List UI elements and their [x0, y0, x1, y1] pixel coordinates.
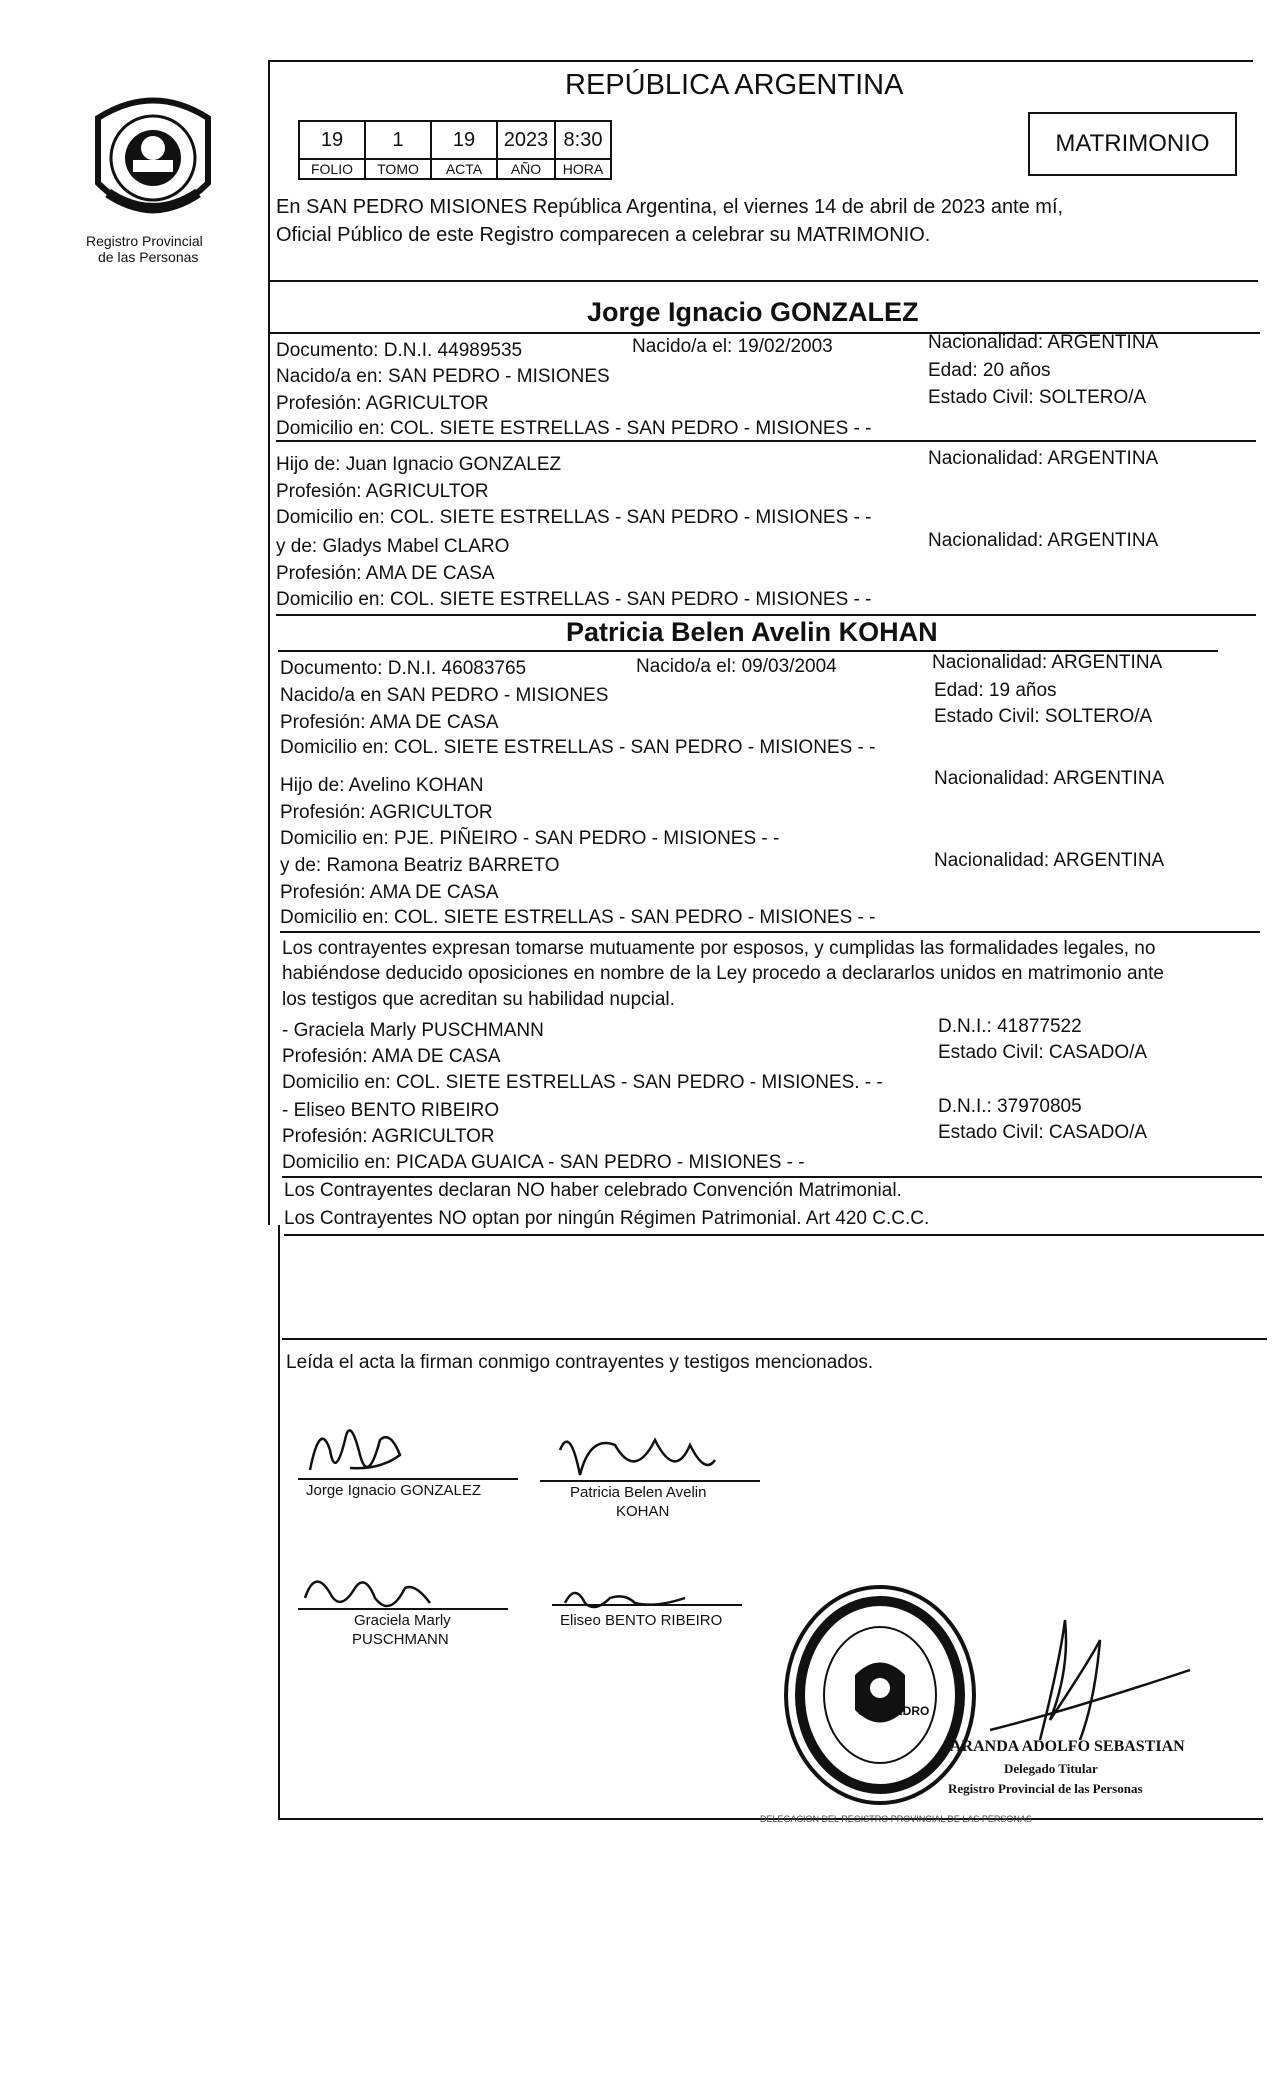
spouse2-domicilio: Domicilio en: COL. SIETE ESTRELLAS - SAN PEDRO - MISIONES - - — [280, 737, 876, 758]
folio-value: 19 — [298, 120, 366, 160]
signature-line-spouse1 — [298, 1478, 518, 1480]
spouse1-edad: Edad: 20 años — [928, 360, 1051, 381]
spouse1-estado-civil: Estado Civil: SOLTERO/A — [928, 387, 1147, 408]
spouse2-father-nacionalidad: Nacionalidad: ARGENTINA — [934, 768, 1165, 789]
spouse1-father-domicilio: Domicilio en: COL. SIETE ESTRELLAS - SAN PEDRO - MISIONES - - — [276, 507, 872, 528]
spouse1-father-profesion: Profesión: AGRICULTOR — [276, 481, 489, 502]
hora-label: HORA — [556, 160, 612, 180]
frame-left-border — [268, 60, 270, 1225]
witness2-domicilio: Domicilio en: PICADA GUAICA - SAN PEDRO - MISIONES - - — [282, 1152, 805, 1173]
frame-top-border — [268, 60, 1253, 62]
spouse1-documento: Documento: D.N.I. 44989535 — [276, 340, 523, 361]
convencion-note: Los Contrayentes declaran NO haber celebrado Convención Matrimonial. — [284, 1180, 902, 1201]
spouse1-father-nacionalidad: Nacionalidad: ARGENTINA — [928, 448, 1159, 469]
official-office: Registro Provincial de las Personas — [948, 1781, 1143, 1796]
declaration-line-1: Los contrayentes expresan tomarse mutuamente por esposos, y cumplidas las formalidades legales, no — [282, 938, 1156, 959]
doc-type-box — [1028, 112, 1237, 176]
signature-name-spouse1: Jorge Ignacio GONZALEZ — [306, 1482, 482, 1499]
spouse1-nacido-el: Nacido/a el: 19/02/2003 — [632, 336, 833, 357]
spouse2-father-profesion: Profesión: AGRICULTOR — [280, 802, 493, 823]
regimen-note: Los Contrayentes NO optan por ningún Régimen Patrimonial. Art 420 C.C.C. — [284, 1208, 930, 1229]
spouse1-name: Jorge Ignacio GONZALEZ — [587, 297, 919, 327]
acta-value: 19 — [432, 120, 498, 160]
spouse2-mother: y de: Ramona Beatriz BARRETO — [280, 855, 560, 876]
spouse2-mother-domicilio: Domicilio en: COL. SIETE ESTRELLAS - SAN PEDRO - MISIONES - - — [280, 907, 876, 928]
tomo-value: 1 — [366, 120, 432, 160]
hora-value: 8:30 — [556, 120, 612, 160]
signature-name-witness1-line2: PUSCHMANN — [352, 1631, 449, 1648]
signature-line-witness1 — [298, 1608, 508, 1610]
closing-statement: Leída el acta la firman conmigo contrayentes y testigos mencionados. — [286, 1352, 874, 1373]
witness2-dni: D.N.I.: 37970805 — [938, 1096, 1082, 1117]
witness1-estado-civil: Estado Civil: CASADO/A — [938, 1042, 1148, 1063]
spouse1-nacionalidad: Nacionalidad: ARGENTINA — [928, 332, 1159, 353]
spouse2-name: Patricia Belen Avelin KOHAN — [566, 617, 938, 647]
witness1-name: - Graciela Marly PUSCHMANN — [282, 1020, 544, 1041]
signature-line-witness2 — [552, 1604, 742, 1606]
spouse1-profesion: Profesión: AGRICULTOR — [276, 393, 489, 414]
spouse1-father: Hijo de: Juan Ignacio GONZALEZ — [276, 454, 562, 475]
spouse1-mother-domicilio: Domicilio en: COL. SIETE ESTRELLAS - SAN PEDRO - MISIONES - - — [276, 589, 872, 610]
seal-text: DELEGACION DEL REGISTRO PROVINCIAL DE LAS PERSONAS — [760, 1814, 1032, 1824]
logo-caption-2: de las Personas — [98, 249, 199, 265]
province-emblem-icon — [88, 88, 218, 228]
declaration-line-2: habiéndose deducido oposiciones en nombre de la Ley procedo a declararlos unidos en matrimonio ante — [282, 963, 1164, 984]
anio-value: 2023 — [498, 120, 556, 160]
folio-label: FOLIO — [298, 160, 366, 180]
frame-left-border-lower — [278, 1225, 280, 1818]
spouse2-nacido-el: Nacido/a el: 09/03/2004 — [636, 656, 837, 677]
spouse1-data-rule — [276, 440, 1256, 442]
spouse2-section-end — [280, 931, 1260, 933]
witness2-name: - Eliseo BENTO RIBEIRO — [282, 1100, 500, 1121]
spouse1-mother-profesion: Profesión: AMA DE CASA — [276, 563, 495, 584]
spouse2-profesion: Profesión: AMA DE CASA — [280, 712, 499, 733]
logo-caption-1: Registro Provincial — [86, 233, 203, 249]
seal-place: SAN PEDRO — [858, 1704, 930, 1718]
witness1-domicilio: Domicilio en: COL. SIETE ESTRELLAS - SAN PEDRO - MISIONES. - - — [282, 1072, 883, 1093]
signature-line-spouse2 — [540, 1480, 760, 1482]
spouse2-father: Hijo de: Avelino KOHAN — [280, 775, 484, 796]
witness-section-end — [282, 1176, 1262, 1178]
spouse2-nacionalidad: Nacionalidad: ARGENTINA — [932, 652, 1163, 673]
witness2-profesion: Profesión: AGRICULTOR — [282, 1126, 495, 1147]
spouse2-documento: Documento: D.N.I. 46083765 — [280, 658, 527, 679]
official-title: Delegado Titular — [1004, 1761, 1098, 1776]
intro-line-2: Oficial Público de este Registro comparecen a celebrar su MATRIMONIO. — [276, 224, 931, 246]
signature-name-witness1-line1: Graciela Marly — [354, 1612, 451, 1629]
header-divider — [268, 280, 1258, 282]
official-name: ARANDA ADOLFO SEBASTIAN — [950, 1738, 1185, 1755]
anio-label: AÑO — [498, 160, 556, 180]
signature-name-witness2: Eliseo BENTO RIBEIRO — [560, 1612, 723, 1629]
country-title: REPÚBLICA ARGENTINA — [565, 69, 904, 101]
intro-line-1: En SAN PEDRO MISIONES República Argentina, el viernes 14 de abril de 2023 ante mí, — [276, 196, 1064, 218]
notes-rule — [284, 1234, 1264, 1236]
spouse2-mother-nacionalidad: Nacionalidad: ARGENTINA — [934, 850, 1165, 871]
signature-name-spouse2-line2: KOHAN — [616, 1503, 670, 1520]
blank-area-end — [282, 1338, 1267, 1340]
signature-name-spouse2-line1: Patricia Belen Avelin — [570, 1484, 707, 1501]
spouse2-edad: Edad: 19 años — [934, 680, 1057, 701]
witness1-dni: D.N.I.: 41877522 — [938, 1016, 1082, 1037]
doc-type: MATRIMONIO — [1055, 130, 1210, 157]
spouse1-mother: y de: Gladys Mabel CLARO — [276, 536, 510, 557]
witness2-estado-civil: Estado Civil: CASADO/A — [938, 1122, 1148, 1143]
spouse2-estado-civil: Estado Civil: SOLTERO/A — [934, 706, 1153, 727]
spouse1-mother-nacionalidad: Nacionalidad: ARGENTINA — [928, 530, 1159, 551]
acta-label: ACTA — [432, 160, 498, 180]
spouse1-nacido-en: Nacido/a en: SAN PEDRO - MISIONES — [276, 366, 610, 387]
spouse2-mother-profesion: Profesión: AMA DE CASA — [280, 882, 499, 903]
spouse1-domicilio: Domicilio en: COL. SIETE ESTRELLAS - SAN PEDRO - MISIONES - - — [276, 418, 872, 439]
declaration-line-3: los testigos que acreditan su habilidad nupcial. — [282, 989, 675, 1010]
spouse2-father-domicilio: Domicilio en: PJE. PIÑEIRO - SAN PEDRO - MISIONES - - — [280, 828, 780, 849]
witness1-profesion: Profesión: AMA DE CASA — [282, 1046, 501, 1067]
tomo-label: TOMO — [366, 160, 432, 180]
registry-logo — [88, 88, 218, 228]
record-fields-table — [298, 120, 612, 180]
spouse2-nacido-en: Nacido/a en SAN PEDRO - MISIONES — [280, 685, 609, 706]
